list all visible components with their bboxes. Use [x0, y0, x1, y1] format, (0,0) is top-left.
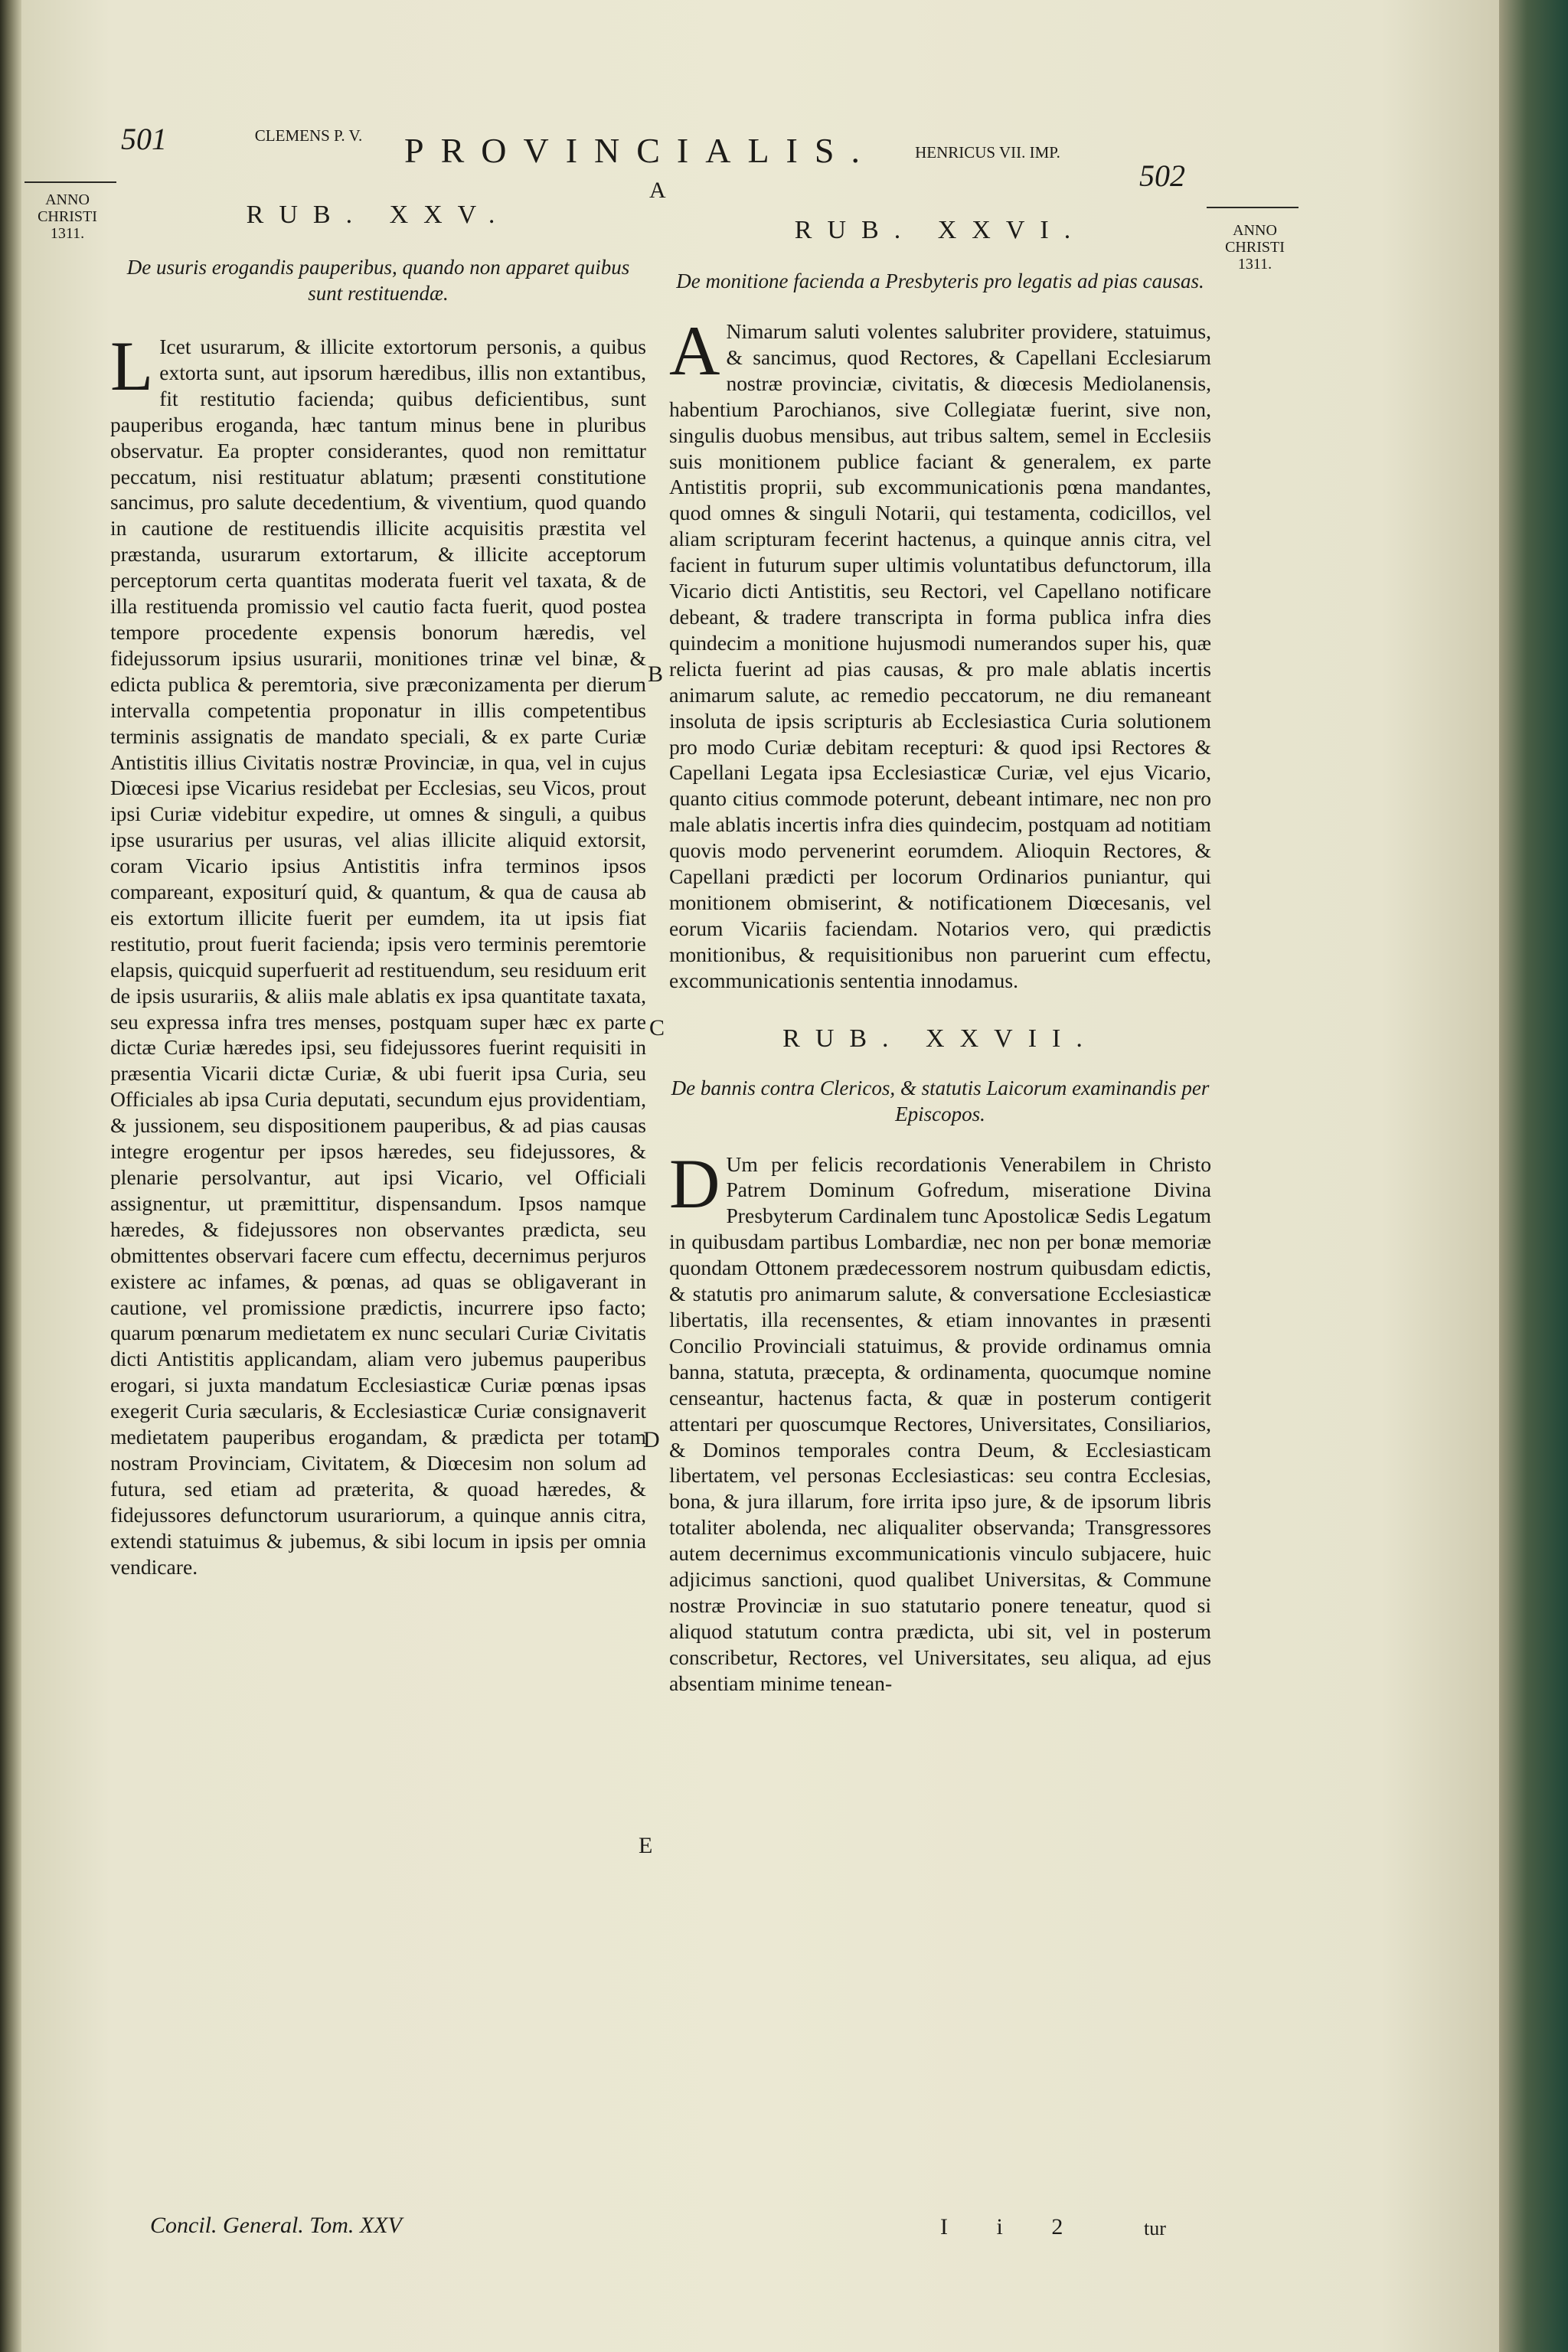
dropcap-d: D	[669, 1144, 720, 1223]
book-edge-right	[1499, 0, 1568, 2352]
page-number-right: 502	[1139, 158, 1185, 193]
rubric-xxvii-subtitle: De bannis contra Clericos, & statutis Laicorum examinandis per Episcopos.	[671, 1076, 1210, 1125]
running-title: PROVINCIALIS.	[404, 131, 877, 170]
column-marker-b: B	[648, 662, 664, 687]
rubric-xxv-subtitle: De usuris erogandis pauperibus, quando non apparet quibus sunt restituendæ.	[126, 256, 630, 305]
column-marker-e: E	[639, 1833, 653, 1858]
rubric-xxvii: RUB. XXVII.	[782, 1024, 1098, 1053]
rubric-xxvii-text	[669, 1144, 1211, 1697]
rubric-xxv-text	[110, 327, 646, 1580]
book-gutter-left	[0, 0, 21, 2352]
page-number-left: 501	[121, 122, 167, 156]
right-column	[669, 216, 1211, 1697]
rubric-xxvi: RUB. XXVI.	[794, 216, 1086, 244]
book-page	[21, 0, 1499, 2352]
footer-volume: Concil. General. Tom. XXV	[150, 2213, 402, 2238]
margin-rule-right	[1207, 207, 1298, 208]
dropcap-a: A	[669, 312, 720, 390]
column-marker-a: A	[649, 178, 666, 203]
running-head-left: CLEMENS P. V.	[254, 126, 363, 145]
column-marker-c: C	[649, 1015, 665, 1040]
signature-mark: I i 2	[940, 2214, 1085, 2239]
anno-christi-right: ANNO CHRISTI 1311.	[1225, 222, 1285, 273]
running-head-right: HENRICUS VII. IMP.	[915, 143, 1060, 162]
rubric-xxvii-body: Um per felicis recordationis Venerabilem in Christo Patrem Dominum Gofredum, miseratione Divina Presbyterum Cardinalem tunc Apostolicæ Sedis Legatum in quibusdam partibus Lombardiæ, nec non per bonæ memoriæ quondam Ottonem prædecessorem nostrum quibusdam edictis, & statutis pro animarum salute, & conversatione Ecclesiasticæ libertatis, illa recensentes, & etiam innovantes in præsenti Concilio Provinciali statuimus, & provide ordinamus omnia banna, statuta, præcepta, & ordinamenta, quocumque nomine censeantur, hactenus facta, & quæ in posterum contigerit attentari per quoscumque Rectores, Universitates, Consiliarios, & Dominos temporales contra Deum, & Ecclesiasticam libertatem, vel personas Ecclesiasticas: seu contra Ecclesias, bona, & jura illarum, fore irrita ipso jure, & de ipsorum libris totaliter abolenda, nec aliqualiter observanda; Transgressores autem decernimus excommunicationis vinculo subjacere, huic adjicimus sanctioni, quod qualibet Universitas, & Commune nostræ Provinciæ in suo statutario ponere teneatur, quod si aliquod statutum contra prædicta, ubi sit, vel in posterum conscribetur, Rectores, vel Universitates, seu aliqua, ad ejus absentiam minime tenean-	[669, 1152, 1211, 1695]
left-column	[110, 201, 646, 1580]
rubric-xxv: RUB. XXV.	[246, 201, 511, 229]
dropcap-l: L	[110, 327, 154, 405]
anno-christi-left: ANNO CHRISTI 1311.	[38, 191, 97, 242]
catchword: tur	[1144, 2217, 1166, 2239]
rubric-xxvi-body: Nimarum saluti volentes salubriter providere, statuimus, & sancimus, quod Rectores, & Capellani Ecclesiarum nostræ provinciæ, civitatis, & diœcesis Mediolanensis, habentium Parochianos, sive Collegiatæ fuerint, sive non, singulis duobus mensibus, aut tribus saltem, semel in Ecclesiis suis monitionem publice faciant & generalem, ex parte Antistitis proprii, sub excommunicationis pœna mandantes, quod omnes & singuli Notarii, qui testamenta, codicillos, vel aliam scripturam fecerint hactenus, a quinque annis citra, vel facient in futurum super ultimis voluntatibus defunctorum, illa Vicario dicti Antistitis, seu Rectori, vel Capellano notificare debeant, & tradere transcripta in forma publica infra dies quindecim a monitione hujusmodi numerandos super his, quæ relicta fuerint ad pias causas, & pro male ablatis incertis animarum salute, ac remedio peccatorum, ne diu remaneant insoluta de ipsis scripturis ab Ecclesiastica Curia solutionem pro modo Curiæ debitam recepturi: & quod ipsi Rectores & Capellani Legata ipsa Ecclesiasticæ Curiæ, vel ejus Vicario, quanto citius commode poterunt, debeant intimare, nec non pro male ablatis incertis infra dies quindecim, postquam ad notitiam quovis modo pervenerint eorumdem. Alioquin Rectores, & Capellani prædicti per locorum Ordinarios puniantur, qui monitionem obmiserint, & notificationem Diœcesanis, vel eorum Vicariis faciendam. Notarios vero, qui prædictis monitionibus, & requisitionibus non paruerint cum effectu, excommunicationis sententia innodamus.	[669, 319, 1211, 992]
column-marker-d: D	[643, 1427, 660, 1452]
margin-rule-left	[24, 181, 116, 183]
rubric-xxv-body: Icet usurarum, & illicite extortorum personis, a quibus extorta sunt, aut ipsorum hæredibus, illis non extantibus, fit restitutio facienda; quibus deficientibus, sunt pauperibus eroganda, hæc tantum minus bene in pluribus observatur. Ea propter considerantes, quod non remittatur peccatum, nisi restituatur ablatum; præsenti constitutione sancimus, pro salute decedentium, & viventium, quod quando in cautione de restituendis illicite acquisitis præstita vel præstanda, usurarum extortarum, & illicite acceptorum perceptorum certa quantitas moderata fuerit vel taxata, & de illa restituenda promissio vel cautio facta fuerit, quod postea tempore procedente expensis bonorum hæredis, vel fidejussorum ipsius usurarii, monitiones trinæ vel binæ, & edicta publica & peremtoria, sive præconizamenta per dierum intervalla competentia proponatur in illis competentibus terminis assignatis de mandato speciali, & ex parte Curiæ Antistitis illius Civitatis nostræ Provinciæ, in qua, vel in cujus Diœcesi ipse Vicarius residebat per Ecclesias, seu Vicos, prout ipsi Curiæ videbitur expedire, ut omnes & singuli, a quibus ipse usurarius per usuras, vel alias illicite aliquid extorsit, coram Vicario ipsius Antistitis infra terminos ipsos compareant, expositurí quid, & quantum, & qua de causa ab eis extortum illicite fuerit per eumdem, ita ut ipsis fiat restitutio, prout fuerit facienda; ipsis vero terminis peremtorie elapsis, quicquid superfuerit ad restituendum, seu residuum erit de ipsis usurariis, & aliis male ablatis ex ipsa quantitate taxata, seu expressa infra tres menses, postquam super hæc ex parte dictæ Curiæ hæredes ipsi, seu fidejussores fuerint requisiti in præsentia Vicarii dictæ Curiæ, & ubi fuerit ipsa Curia, seu Officiales ab ipsa Curia deputati, secundum ejus providentiam, & jussionem, seu dispositionem pauperibus, & ad pias causas integre erogentur per ipsos hæredes, seu fidejussores, & plenarie persolvantur, aut ipsi Vicario, vel Officiali assignentur, ut præmittitur, dispensandum. Ipsos namque hæredes, & fidejussores non observantes prædicta, seu obmittentes observari facere cum effectu, decernimus perjuros existere ac infames, & pœnas, ad quas se obligaverant in cautione, vel promissione prædictis, incurrere ipso facto; quarum pœnarum medietatem ex nunc seculari Curiæ Civitatis dicti Antistitis applicandam, aliam vero jubemus pauperibus erogari, si juxta mandatum Ecclesiasticæ Curiæ pœnas ipsas exegerit Curia sæcularis, & Ecclesiasticæ Curiæ consignaverit medietatem pauperibus erogandam, & prædicta per totam nostram Provinciam, Civitatem, & Diœcesim non solum ad futura, sed etiam ad præterita, & quoad hæredes, & fidejussores defunctorum usurariorum, a quinque annis citra, extendi statuimus & jubemus, & sibi locum in ipsis per omnia vendicare.	[110, 335, 646, 1579]
rubric-xxvi-text	[669, 312, 1211, 994]
rubric-xxvi-subtitle: De monitione facienda a Presbyteris pro legatis ad pias causas.	[676, 270, 1204, 292]
